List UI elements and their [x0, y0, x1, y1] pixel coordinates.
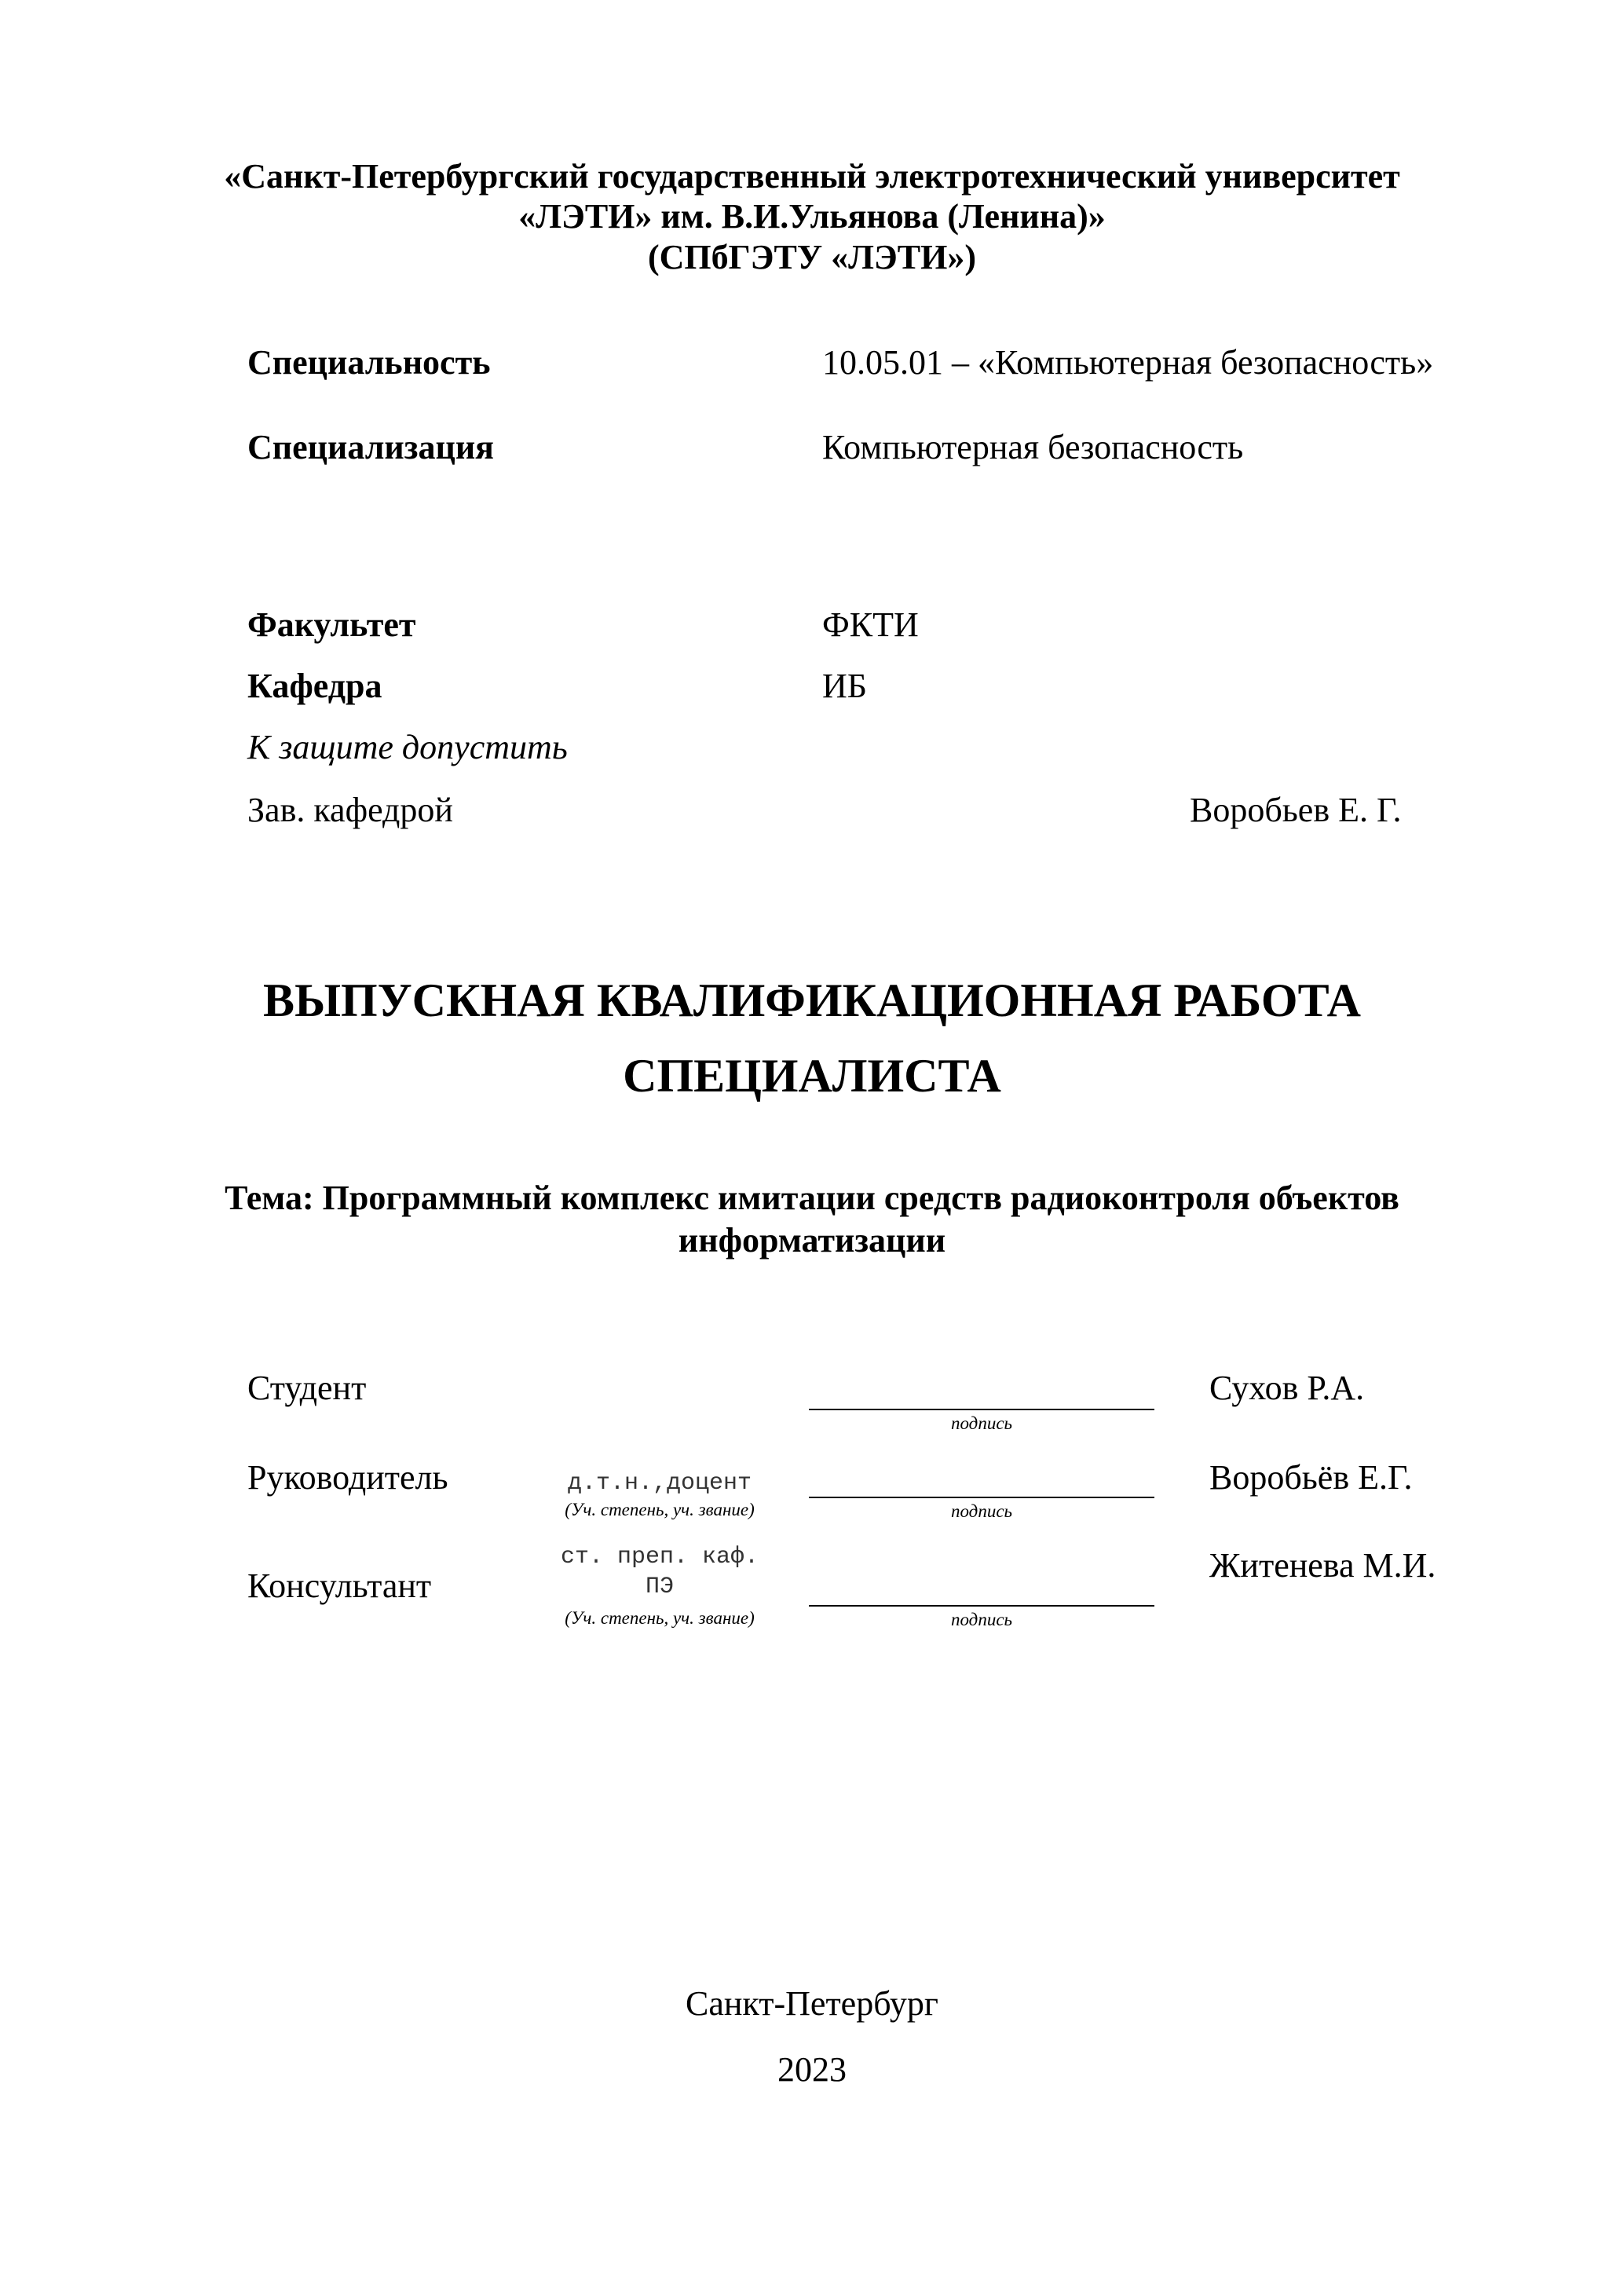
- specialization-value: Компьютерная безопасность: [822, 428, 1244, 466]
- consultant-signature-caption: подпись: [950, 1610, 1012, 1629]
- consultant-degree-caption: (Уч. степень, уч. звание): [565, 1608, 755, 1628]
- university-abbreviation: (СПбГЭТУ «ЛЭТИ»): [648, 238, 976, 276]
- document-title-line2: СПЕЦИАЛИСТА: [623, 1050, 1001, 1102]
- supervisor-role: Руководитель: [247, 1458, 448, 1497]
- head-of-department-label: Зав. кафедрой: [247, 791, 453, 829]
- faculty-value: ФКТИ: [822, 605, 919, 644]
- consultant-role: Консультант: [247, 1567, 432, 1605]
- topic-line1: Тема: Программный комплекс имитации средств радиоконтроля объектов: [225, 1179, 1399, 1217]
- head-of-department-name: Воробьев Е. Г.: [1190, 791, 1402, 829]
- consultant-degree-line2: ПЭ: [645, 1574, 674, 1600]
- university-name-line1: «Санкт-Петербургский государственный электротехнический университет: [224, 157, 1400, 196]
- supervisor-name: Воробьёв Е.Г.: [1209, 1458, 1413, 1497]
- consultant-degree-line1: ст. преп. каф.: [560, 1544, 759, 1570]
- student-signature-caption: подпись: [950, 1413, 1012, 1433]
- document-title-line1: ВЫПУСКНАЯ КВАЛИФИКАЦИОННАЯ РАБОТА: [263, 974, 1361, 1026]
- department-value: ИБ: [822, 667, 868, 705]
- year: 2023: [777, 2050, 847, 2089]
- student-role: Студент: [247, 1369, 367, 1407]
- consultant-name: Житенева М.И.: [1209, 1546, 1436, 1585]
- supervisor-degree: д.т.н.,доцент: [567, 1470, 752, 1497]
- faculty-label: Факультет: [247, 605, 416, 644]
- specialty-value: 10.05.01 – «Компьютерная безопасность»: [822, 343, 1434, 382]
- university-name-line2: «ЛЭТИ» им. В.И.Ульянова (Ленина)»: [518, 197, 1106, 236]
- supervisor-degree-caption: (Уч. степень, уч. звание): [565, 1500, 755, 1519]
- supervisor-signature-line: [809, 1497, 1154, 1498]
- specialization-label: Специализация: [247, 428, 494, 466]
- student-signature-line: [809, 1409, 1154, 1410]
- supervisor-signature-caption: подпись: [950, 1501, 1012, 1521]
- city: Санкт-Петербург: [686, 1984, 938, 2023]
- admit-to-defense: К защите допустить: [247, 728, 568, 766]
- department-label: Кафедра: [247, 667, 382, 705]
- consultant-signature-line: [809, 1605, 1154, 1607]
- specialty-label: Специальность: [247, 343, 491, 382]
- student-name: Сухов Р.А.: [1209, 1369, 1365, 1407]
- topic-line2: информатизации: [678, 1221, 946, 1260]
